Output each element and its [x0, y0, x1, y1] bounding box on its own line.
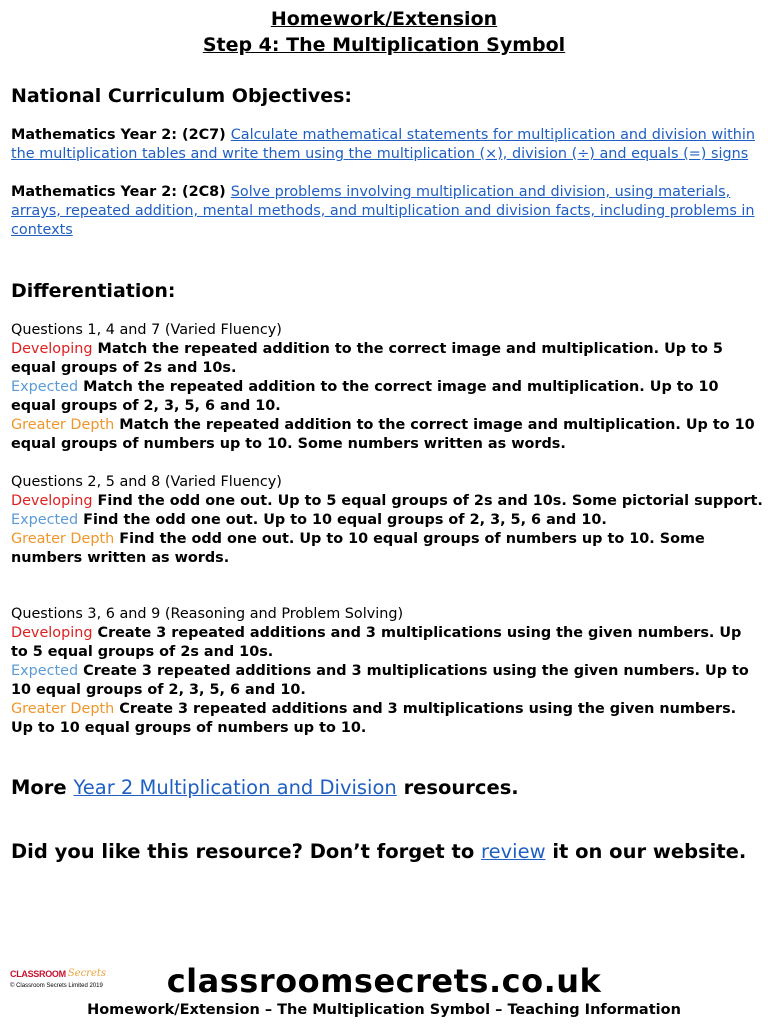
objective-2c7-link[interactable]: Calculate mathematical statements for multiplication and division within the multiplication tables and write them using the multiplication (×), division (÷) and equals (=) signs	[11, 127, 756, 162]
objective-2c7	[11, 126, 763, 164]
question-group-header: Questions 1, 4 and 7 (Varied Fluency)	[11, 322, 282, 338]
greater-depth-text: Find the odd one out. Up to 10 equal groups of numbers up to 10. Some numbers written as words.	[11, 531, 705, 566]
expected-label: Expected	[11, 512, 79, 528]
differentiation-heading: Differentiation:	[11, 280, 176, 302]
more-before: More	[11, 776, 74, 799]
review-link[interactable]: review	[481, 840, 546, 863]
expected-text: Match the repeated addition to the correct image and multiplication. Up to 10 equal groups of 2, 3, 5, 6 and 10.	[11, 379, 719, 414]
page-subtitle: Step 4: The Multiplication Symbol	[202, 34, 566, 56]
developing-text: Create 3 repeated additions and 3 multiplications using the given numbers. Up to 5 equal groups of 2s and 10s.	[11, 625, 742, 660]
question-group-3	[11, 605, 763, 738]
question-group-header: Questions 3, 6 and 9 (Reasoning and Problem Solving)	[11, 606, 404, 622]
expected-row	[11, 511, 763, 530]
greater-depth-label: Greater Depth	[11, 417, 115, 433]
review-after: it on our website.	[545, 840, 747, 863]
greater-depth-row	[11, 530, 763, 568]
expected-row	[11, 378, 763, 416]
question-group-1	[11, 321, 763, 454]
developing-label: Developing	[11, 493, 93, 509]
developing-row	[11, 340, 763, 378]
expected-text: Create 3 repeated additions and 3 multiplications using the given numbers. Up to 10 equal groups of 2, 3, 5, 6 and 10.	[11, 663, 749, 698]
logo-word-classroom: CLASSROOM	[10, 968, 66, 979]
question-group-header: Questions 2, 5 and 8 (Varied Fluency)	[11, 474, 282, 490]
developing-row	[11, 492, 763, 511]
objective-prefix: Mathematics Year 2: (2C8)	[11, 184, 231, 200]
developing-label: Developing	[11, 625, 93, 641]
more-after: resources.	[396, 776, 519, 799]
expected-row	[11, 662, 763, 700]
objective-2c8	[11, 183, 763, 240]
page-title: Homework/Extension	[270, 8, 498, 30]
greater-depth-row	[11, 700, 763, 738]
objective-prefix: Mathematics Year 2: (2C7)	[11, 127, 231, 143]
developing-label: Developing	[11, 341, 93, 357]
developing-text: Find the odd one out. Up to 5 equal groups of 2s and 10s. Some pictorial support.	[92, 493, 763, 509]
greater-depth-label: Greater Depth	[11, 701, 115, 717]
review-prompt	[11, 840, 746, 863]
question-group-2	[11, 473, 763, 568]
more-resources	[11, 776, 519, 799]
expected-label: Expected	[11, 663, 79, 679]
developing-row	[11, 624, 763, 662]
logo-word-secrets: Secrets	[67, 968, 107, 979]
website-url: classroomsecrets.co.uk	[166, 962, 602, 1000]
expected-text: Find the odd one out. Up to 10 equal groups of 2, 3, 5, 6 and 10.	[78, 512, 607, 528]
review-before: Did you like this resource? Don’t forget to	[11, 840, 482, 863]
objectives-heading: National Curriculum Objectives:	[11, 85, 352, 107]
copyright-text: © Classroom Secrets Limited 2019	[10, 983, 103, 989]
greater-depth-label: Greater Depth	[11, 531, 115, 547]
footer-caption: Homework/Extension – The Multiplication Symbol – Teaching Information	[87, 1002, 681, 1018]
greater-depth-text: Match the repeated addition to the correct image and multiplication. Up to 10 equal groups of numbers up to 10. Some numbers written as words.	[11, 417, 755, 452]
developing-text: Match the repeated addition to the correct image and multiplication. Up to 5 equal groups of 2s and 10s.	[11, 341, 723, 376]
year2-multiplication-link[interactable]: Year 2 Multiplication and Division	[73, 776, 397, 799]
expected-label: Expected	[11, 379, 79, 395]
objective-2c8-link[interactable]: Solve problems involving multiplication and division, using materials, arrays, repeated addition, mental methods, and multiplication and division facts, including problems in contexts	[11, 184, 755, 238]
greater-depth-row	[11, 416, 763, 454]
greater-depth-text: Create 3 repeated additions and 3 multiplications using the given numbers. Up to 10 equal groups of numbers up to 10.	[11, 701, 737, 736]
